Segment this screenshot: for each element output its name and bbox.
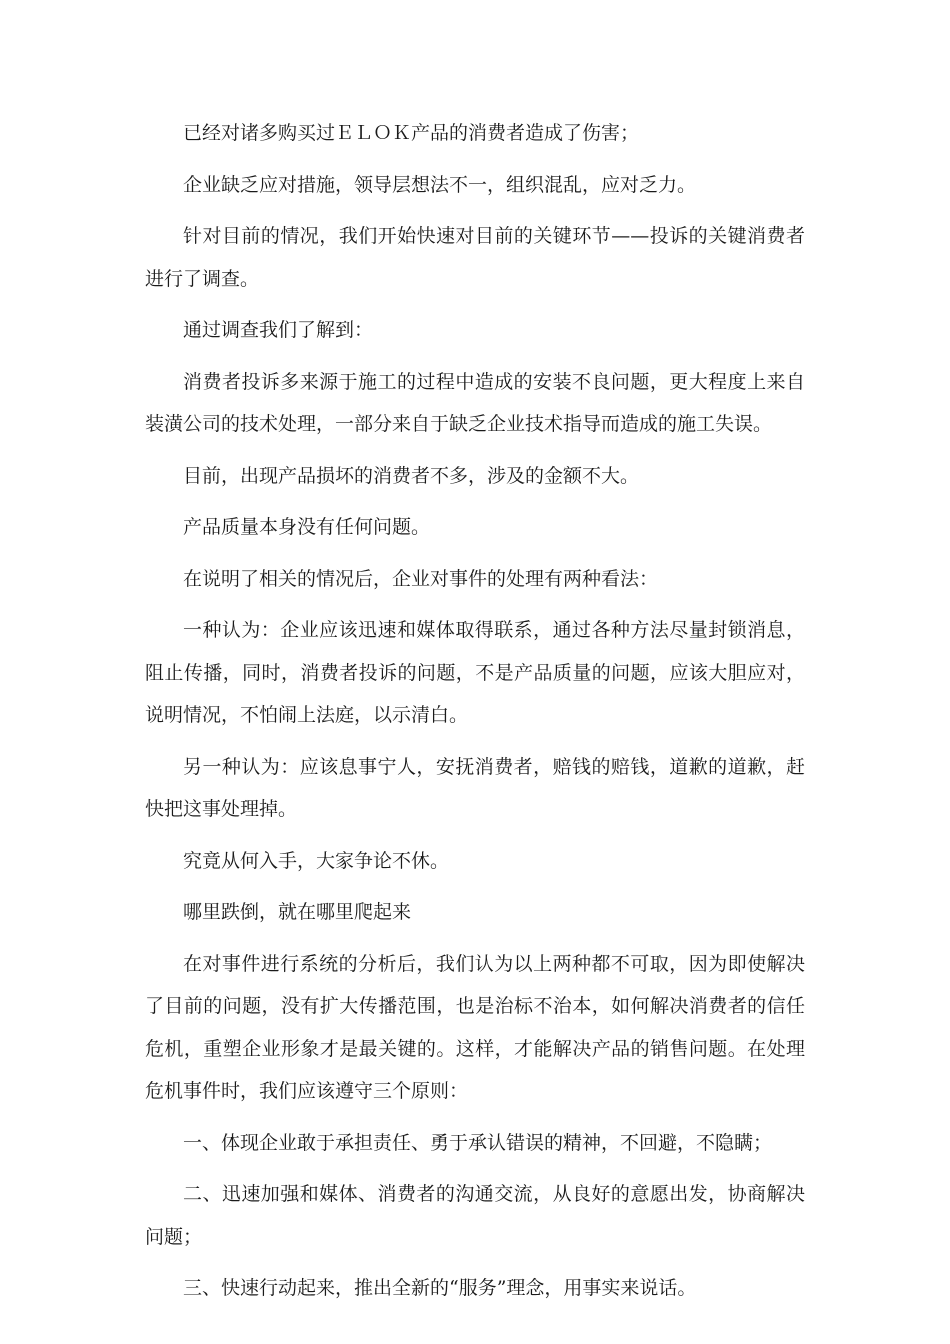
paragraph-harm-caused: 已经对诸多购买过ＥＬＯＫ产品的消费者造成了伤害； — [183, 122, 640, 144]
paragraph-lack-of-measures: 企业缺乏应对措施，领导层想法不一，组织混乱，应对乏力。 — [183, 173, 697, 196]
paragraph-view-two: 另一种认为：应该息事宁人，安抚消费者，赔钱的赔钱，道歉的道歉，赶快把这事处理掉。 — [145, 755, 805, 820]
document-body — [145, 112, 805, 1319]
paragraph-investigation: 针对目前的情况，我们开始快速对目前的关键环节——投诉的关键消费者进行了调查。 — [145, 225, 805, 290]
paragraph-complaint-source: 消费者投诉多来源于施工的过程中造成的安装不良问题，更大程度上来自装潢公司的技术处理，一部分来自于缺乏企业技术指导而造成的施工失误。 — [145, 370, 805, 435]
paragraph-view-one: 一种认为：企业应该迅速和媒体取得联系，通过各种方法尽量封锁消息，阻止传播，同时，消费者投诉的问题，不是产品质量的问题，应该大胆应对，说明情况，不怕闹上法庭，以示清白。 — [145, 619, 805, 726]
section-heading: 哪里跌倒，就在哪里爬起来 — [183, 901, 412, 923]
paragraph-debate: 究竟从何入手，大家争论不休。 — [183, 849, 450, 872]
paragraph-product-quality: 产品质量本身没有任何问题。 — [183, 516, 431, 538]
paragraph-two-views-intro: 在说明了相关的情况后，企业对事件的处理有两种看法： — [183, 567, 659, 590]
principle-two: 二、迅速加强和媒体、消费者的沟通交流，从良好的意愿出发，协商解决问题； — [145, 1183, 805, 1248]
principle-one: 一、体现企业敢于承担责任、勇于承认错误的精神，不回避，不隐瞒； — [183, 1131, 773, 1154]
paragraph-damage-scope: 目前，出现产品损坏的消费者不多，涉及的金额不大。 — [183, 464, 640, 487]
paragraph-findings-intro: 通过调查我们了解到： — [183, 319, 374, 341]
principle-three: 三、快速行动起来，推出全新的“服务”理念，用事实来说话。 — [183, 1277, 697, 1299]
paragraph-analysis: 在对事件进行系统的分析后，我们认为以上两种都不可取，因为即使解决了目前的问题，没有扩大传播范围，也是治标不治本，如何解决消费者的信任危机，重塑企业形象才是最关键的。这样，才能解决产品的销售问题。在处理危机事件时，我们应该遵守三个原则： — [145, 952, 805, 1102]
